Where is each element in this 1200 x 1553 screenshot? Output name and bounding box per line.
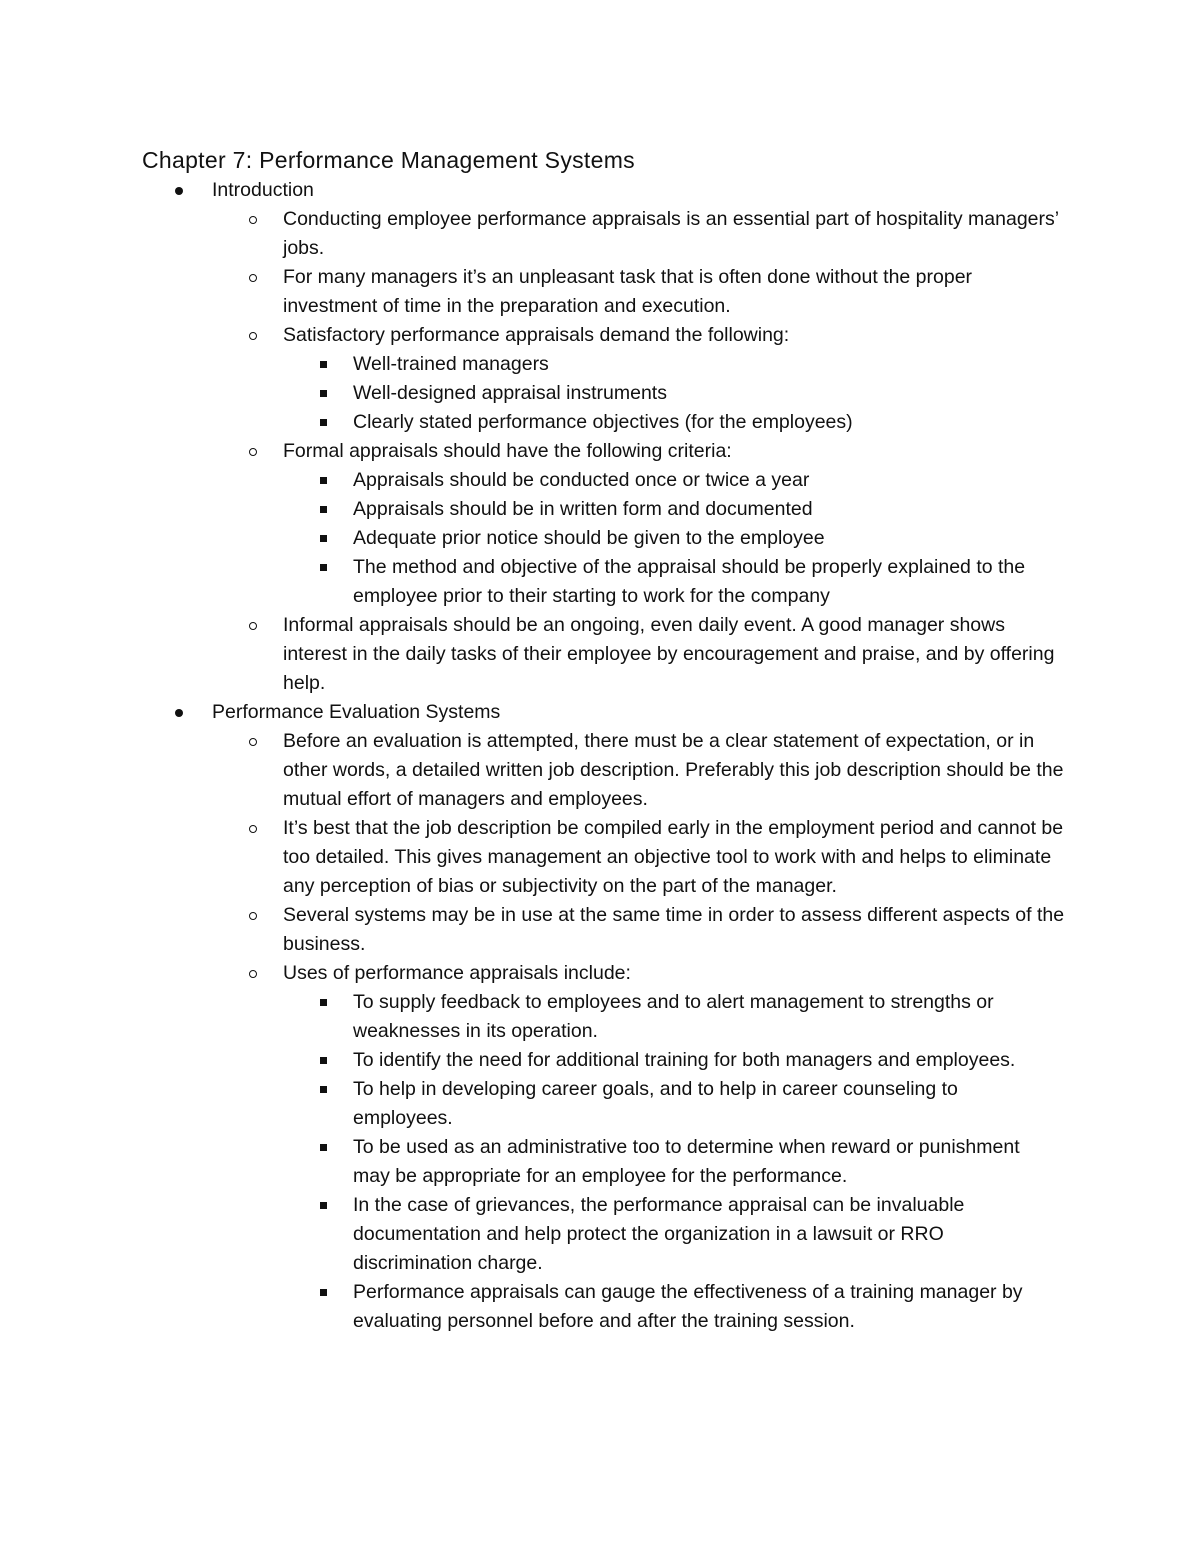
outline-item [283,321,1068,350]
disc-bullet-icon [175,709,183,717]
outline-subitem-text: Well-trained managers [353,353,549,375]
outline-item [283,437,1068,466]
outline-subitem [353,408,1058,437]
outline-item [283,959,1068,988]
outline-subitem-text: Well-designed appraisal instruments [353,382,667,404]
outline-subitem [353,1075,1058,1133]
outline-item-text: Uses of performance appraisals include: [283,962,631,984]
outline-item-text: It’s best that the job description be compiled early in the employment period and cannot be too detailed. This gives management an objective tool to work with and helps to eliminate any perception of bias or subjectivity on the part of the manager. [283,817,1064,897]
square-bullet-icon [320,390,327,397]
square-bullet-icon [320,1057,327,1064]
outline-subitem-text: To be used as an administrative too to determine when reward or punishment may be appropriate for an employee for the performance. [353,1136,1020,1187]
circle-bullet-icon [249,448,257,456]
outline-subitem-text: Clearly stated performance objectives (for the employees) [353,411,853,433]
outline-subitem [353,524,1058,553]
outline-item-text: Before an evaluation is attempted, there must be a clear statement of expectation, or in other words, a detailed written job description. Preferably this job description should be the mutual effort of managers and employees. [283,730,1064,810]
outline-subitem [353,379,1058,408]
outline-item-text: Informal appraisals should be an ongoing, even daily event. A good manager shows interest in the daily tasks of their employee by encouragement and praise, and by offering help. [283,614,1055,694]
circle-bullet-icon [249,274,257,282]
section-heading-text: Introduction [212,179,314,201]
outline-item [283,901,1068,959]
outline-subitem [353,1133,1058,1191]
outline-subitem [353,1191,1058,1278]
outline-item-text: Formal appraisals should have the following criteria: [283,440,732,462]
square-bullet-icon [320,1144,327,1151]
circle-bullet-icon [249,825,257,833]
outline-body [0,176,1200,1336]
outline-subitem-text: In the case of grievances, the performance appraisal can be invaluable documentation and help protect the organization in a lawsuit or RRO discrimination charge. [353,1194,965,1274]
disc-bullet-icon [175,187,183,195]
square-bullet-icon [320,564,327,571]
section-heading-text: Performance Evaluation Systems [212,701,501,723]
circle-bullet-icon [249,738,257,746]
outline-subitem-text: Performance appraisals can gauge the effectiveness of a training manager by evaluating personnel before and after the training session. [353,1281,1023,1332]
outline-subitem [353,1046,1058,1075]
circle-bullet-icon [249,970,257,978]
outline-subitem-text: To help in developing career goals, and to help in career counseling to employees. [353,1078,958,1129]
square-bullet-icon [320,419,327,426]
outline-subitem-text: To supply feedback to employees and to alert management to strengths or weaknesses in its operation. [353,991,994,1042]
section-heading [212,698,1072,727]
square-bullet-icon [320,506,327,513]
circle-bullet-icon [249,912,257,920]
outline-subitem-text: The method and objective of the appraisal should be properly explained to the employee prior to their starting to work for the company [353,556,1026,607]
outline-subitem [353,350,1058,379]
outline-subitem [353,1278,1058,1336]
outline-subitem-text: Appraisals should be conducted once or twice a year [353,469,810,491]
square-bullet-icon [320,477,327,484]
section-heading [212,176,1072,205]
page-title: Chapter 7: Performance Management Systems [142,147,635,173]
circle-bullet-icon [249,216,257,224]
outline-subitem-text: Appraisals should be in written form and documented [353,498,813,520]
outline-item-text: For many managers it’s an unpleasant task that is often done without the proper investment of time in the preparation and execution. [283,266,973,317]
outline-item [283,727,1068,814]
outline-subitem [353,988,1058,1046]
outline-item [283,205,1068,263]
square-bullet-icon [320,1289,327,1296]
outline-subitem-text: Adequate prior notice should be given to the employee [353,527,825,549]
outline-item-text: Conducting employee performance appraisals is an essential part of hospitality managers’ jobs. [283,208,1059,259]
outline-item [283,263,1068,321]
square-bullet-icon [320,999,327,1006]
outline-list [0,176,1200,1336]
square-bullet-icon [320,1202,327,1209]
outline-item-text: Several systems may be in use at the same time in order to assess different aspects of the business. [283,904,1065,955]
square-bullet-icon [320,1086,327,1093]
outline-item-text: Satisfactory performance appraisals demand the following: [283,324,790,346]
outline-subitem [353,553,1058,611]
square-bullet-icon [320,361,327,368]
circle-bullet-icon [249,332,257,340]
outline-subitem-text: To identify the need for additional training for both managers and employees. [353,1049,1016,1071]
outline-item [283,611,1068,698]
outline-item [283,814,1068,901]
circle-bullet-icon [249,622,257,630]
outline-subitem [353,466,1058,495]
outline-subitem [353,495,1058,524]
square-bullet-icon [320,535,327,542]
